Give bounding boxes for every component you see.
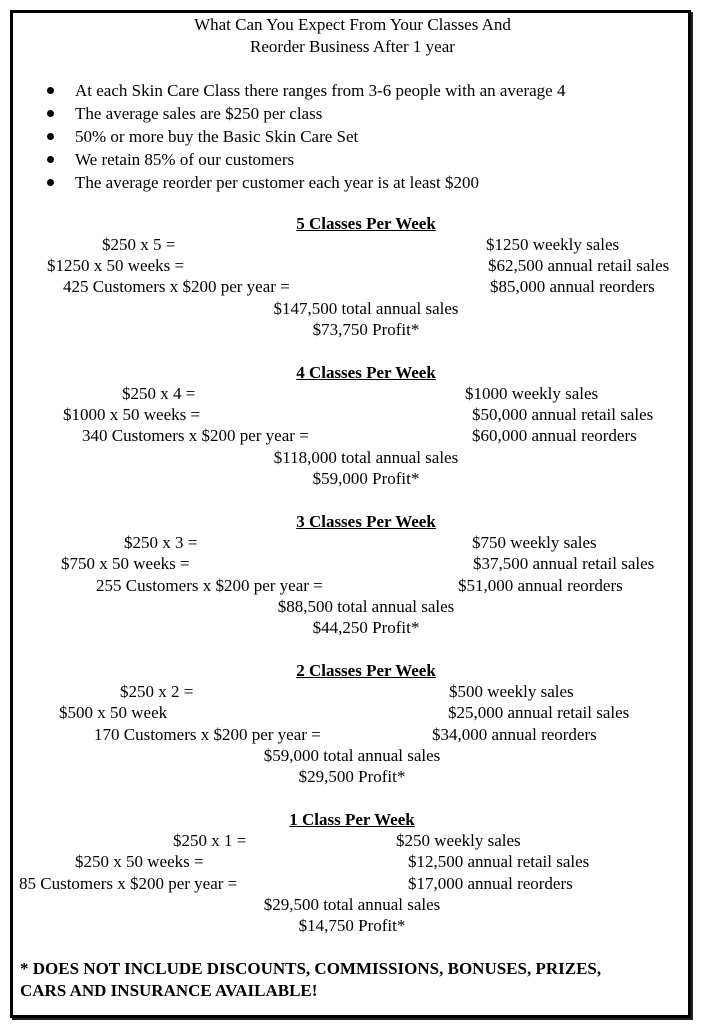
document-title-line-2: Reorder Business After 1 year bbox=[250, 37, 455, 56]
calc-left: $250 x 3 = bbox=[124, 533, 198, 552]
calc-right: $1250 weekly sales bbox=[486, 235, 620, 254]
calc-left: $250 x 5 = bbox=[102, 235, 176, 254]
calc-right: $51,000 annual reorders bbox=[458, 576, 623, 595]
calc-right: $500 weekly sales bbox=[449, 682, 574, 701]
calc-left: 255 Customers x $200 per year = bbox=[96, 576, 323, 595]
total-annual-sales: $118,000 total annual sales bbox=[273, 448, 459, 467]
bullet-item: 50% or more buy the Basic Skin Care Set bbox=[42, 125, 565, 148]
section-heading: 4 Classes Per Week bbox=[296, 363, 436, 382]
disclaimer-line-1: * DOES NOT INCLUDE DISCOUNTS, COMMISSIONS, BONUSES, PRIZES, bbox=[20, 959, 602, 978]
calc-left: $500 x 50 week bbox=[59, 703, 168, 722]
disclaimer-footnote bbox=[20, 958, 601, 1002]
calc-right: $17,000 annual reorders bbox=[408, 874, 573, 893]
calc-left: $250 x 1 = bbox=[173, 831, 247, 850]
calc-right: $750 weekly sales bbox=[472, 533, 597, 552]
summary-bullet-list bbox=[42, 79, 565, 194]
bullet-item: At each Skin Care Class there ranges from 3-6 people with an average 4 bbox=[42, 79, 565, 102]
total-annual-sales: $59,000 total annual sales bbox=[263, 746, 441, 765]
calc-left: $250 x 4 = bbox=[122, 384, 196, 403]
profit: $14,750 Profit* bbox=[298, 916, 406, 935]
calc-left: 170 Customers x $200 per year = bbox=[94, 725, 321, 744]
calc-left: $250 x 2 = bbox=[120, 682, 194, 701]
bullet-item: The average reorder per customer each year is at least $200 bbox=[42, 171, 565, 194]
calc-left: $250 x 50 weeks = bbox=[75, 852, 204, 871]
profit: $73,750 Profit* bbox=[312, 320, 420, 339]
section-heading: 1 Class Per Week bbox=[289, 810, 415, 829]
bullet-item: The average sales are $250 per class bbox=[42, 102, 565, 125]
profit: $29,500 Profit* bbox=[298, 767, 406, 786]
profit: $44,250 Profit* bbox=[312, 618, 420, 637]
calc-right: $60,000 annual reorders bbox=[472, 426, 637, 445]
calc-left: 425 Customers x $200 per year = bbox=[63, 277, 290, 296]
bullet-item: We retain 85% of our customers bbox=[42, 148, 565, 171]
calc-right: $250 weekly sales bbox=[396, 831, 521, 850]
section-heading: 2 Classes Per Week bbox=[296, 661, 436, 680]
profit: $59,000 Profit* bbox=[312, 469, 420, 488]
calc-right: $85,000 annual reorders bbox=[490, 277, 655, 296]
calc-right: $50,000 annual retail sales bbox=[472, 405, 654, 424]
calc-right: $37,500 annual retail sales bbox=[473, 554, 655, 573]
calc-right: $34,000 annual reorders bbox=[432, 725, 597, 744]
total-annual-sales: $29,500 total annual sales bbox=[263, 895, 441, 914]
calc-right: $1000 weekly sales bbox=[465, 384, 599, 403]
calc-left: $1250 x 50 weeks = bbox=[47, 256, 185, 275]
calc-left: $750 x 50 weeks = bbox=[61, 554, 190, 573]
calc-right: $62,500 annual retail sales bbox=[488, 256, 670, 275]
calc-left: 85 Customers x $200 per year = bbox=[19, 874, 238, 893]
disclaimer-line-2: CARS AND INSURANCE AVAILABLE! bbox=[20, 981, 318, 1000]
section-heading: 5 Classes Per Week bbox=[296, 214, 436, 233]
calc-right: $25,000 annual retail sales bbox=[448, 703, 630, 722]
total-annual-sales: $88,500 total annual sales bbox=[277, 597, 455, 616]
calc-left: 340 Customers x $200 per year = bbox=[82, 426, 309, 445]
calc-left: $1000 x 50 weeks = bbox=[63, 405, 201, 424]
calc-right: $12,500 annual retail sales bbox=[408, 852, 590, 871]
document-title-line-1: What Can You Expect From Your Classes And bbox=[194, 15, 511, 34]
section-heading: 3 Classes Per Week bbox=[296, 512, 436, 531]
total-annual-sales: $147,500 total annual sales bbox=[273, 299, 459, 318]
